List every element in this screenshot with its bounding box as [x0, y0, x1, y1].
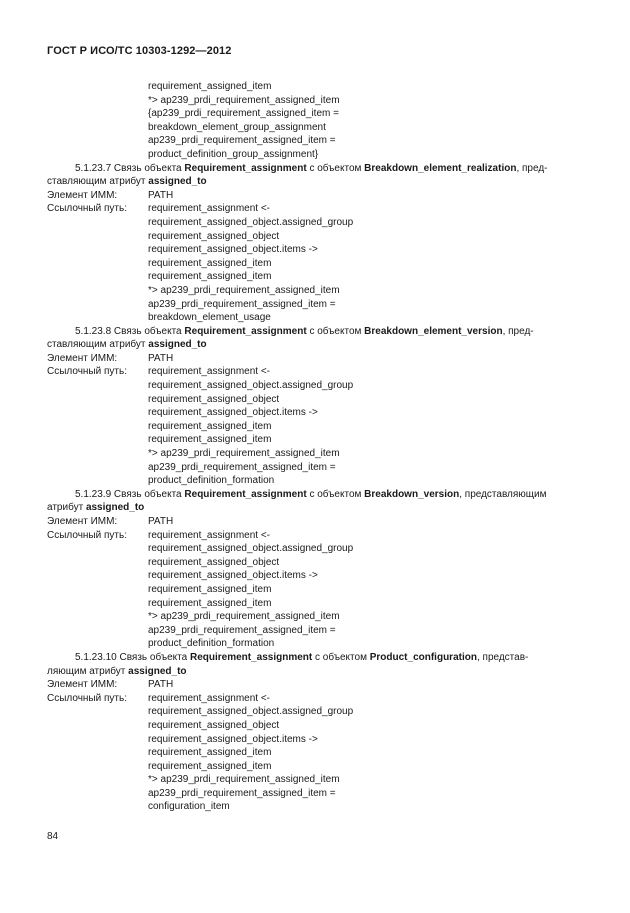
- code-line: product_definition_group_assignment}: [148, 148, 319, 160]
- element-value: PATH: [148, 516, 174, 527]
- code-line: {ap239_prdi_requirement_assigned_item =: [148, 108, 339, 120]
- path-line: requirement_assigned_object.assigned_group: [148, 706, 354, 718]
- path-line: requirement_assigned_object: [148, 230, 280, 242]
- path-label: Ссылочный путь:: [47, 203, 127, 215]
- element-row: [47, 189, 583, 203]
- path-line: requirement_assigned_object: [148, 393, 280, 405]
- heading-attribute: assigned_to: [148, 339, 207, 351]
- document-body: [47, 80, 583, 814]
- heading-entity: Requirement_assignment: [184, 162, 307, 174]
- path-label: Ссылочный путь:: [47, 366, 127, 378]
- section-5-1-23-7: [47, 162, 583, 325]
- path-line: requirement_assignment <-: [148, 692, 271, 704]
- element-label: Элемент ИММ:: [47, 516, 118, 527]
- section-heading-cont: [47, 338, 583, 352]
- path-line: requirement_assigned_object: [148, 556, 280, 568]
- heading-text: 5.1.23.8 Связь объекта: [75, 325, 185, 337]
- heading-text: с объектом: [312, 651, 370, 663]
- section-5-1-23-9: [47, 488, 583, 651]
- heading-text: с объектом: [306, 488, 365, 500]
- heading-text: , пред-: [516, 162, 548, 174]
- path-line: requirement_assigned_object.items ->: [148, 570, 318, 582]
- heading-text: , представляющим: [459, 488, 547, 500]
- path-row: [47, 202, 583, 216]
- element-row: [47, 678, 583, 692]
- section-heading: [47, 488, 583, 502]
- path-line: ap239_prdi_requirement_assigned_item =: [148, 461, 336, 473]
- path-line: requirement_assigned_item: [148, 271, 272, 283]
- section-5-1-23-10: [47, 651, 583, 814]
- code-line: requirement_assigned_item: [148, 81, 272, 92]
- path-line: requirement_assigned_object.items ->: [148, 733, 318, 745]
- heading-attribute: assigned_to: [85, 502, 145, 514]
- element-label: Элемент ИММ:: [47, 352, 118, 364]
- section-heading: [47, 162, 583, 176]
- path-line: requirement_assigned_item: [148, 760, 272, 772]
- heading-entity: Requirement_assignment: [189, 651, 313, 663]
- element-row: [47, 515, 583, 529]
- heading-text: ставляющим атрибут: [47, 176, 149, 188]
- heading-target-entity: Breakdown_element_realization: [364, 162, 517, 174]
- page-number: 84: [47, 831, 59, 842]
- element-label: Элемент ИММ:: [47, 189, 118, 201]
- path-line: requirement_assigned_object.items ->: [148, 407, 318, 419]
- path-line: *> ap239_prdi_requirement_assigned_item: [148, 774, 340, 786]
- code-line: ap239_prdi_requirement_assigned_item =: [148, 135, 336, 147]
- heading-text: 5.1.23.10 Связь объекта: [75, 651, 190, 663]
- path-line: breakdown_element_usage: [148, 312, 271, 324]
- path-row: [47, 529, 583, 543]
- heading-entity: Requirement_assignment: [184, 488, 307, 500]
- heading-text: с объектом: [306, 162, 365, 174]
- section-heading: [47, 651, 583, 665]
- path-line: requirement_assignment <-: [148, 366, 271, 378]
- path-line: requirement_assigned_object.assigned_group: [148, 216, 354, 228]
- heading-text: ляющим атрибут: [47, 665, 129, 677]
- path-line: requirement_assigned_item: [148, 747, 272, 759]
- section-heading-cont: [47, 175, 583, 189]
- path-line: requirement_assigned_item: [148, 583, 272, 595]
- path-line: *> ap239_prdi_requirement_assigned_item: [148, 284, 340, 296]
- element-row: [47, 352, 583, 366]
- path-line: requirement_assigned_item: [148, 257, 272, 269]
- path-line: requirement_assigned_item: [148, 597, 272, 609]
- path-row: [47, 365, 583, 379]
- heading-text: атрибут: [47, 502, 86, 514]
- path-label: Ссылочный путь:: [47, 692, 127, 704]
- section-heading: [47, 325, 583, 339]
- heading-attribute: assigned_to: [148, 176, 207, 188]
- heading-text: 5.1.23.9 Связь объекта: [75, 488, 185, 500]
- heading-target-entity: Breakdown_version: [364, 488, 460, 500]
- heading-text: ставляющим атрибут: [47, 339, 149, 351]
- heading-attribute: assigned_to: [128, 665, 187, 677]
- section-5-1-23-8: [47, 325, 583, 488]
- heading-target-entity: Product_configuration: [369, 651, 477, 663]
- path-line: product_definition_formation: [148, 475, 275, 487]
- path-line: requirement_assigned_object.assigned_group: [148, 543, 354, 555]
- path-line: requirement_assigned_item: [148, 434, 272, 446]
- path-line: requirement_assigned_object: [148, 719, 280, 731]
- path-line: requirement_assigned_object.assigned_group: [148, 380, 354, 392]
- code-line: *> ap239_prdi_requirement_assigned_item: [148, 94, 340, 106]
- heading-text: 5.1.23.7 Связь объекта: [75, 162, 185, 174]
- element-label: Элемент ИММ:: [47, 679, 118, 691]
- section-heading-cont: [47, 501, 583, 515]
- heading-text: , представ-: [476, 651, 529, 663]
- path-line: requirement_assigned_item: [148, 420, 272, 432]
- path-line: ap239_prdi_requirement_assigned_item =: [148, 298, 336, 310]
- path-line: requirement_assignment <-: [148, 203, 271, 215]
- element-value: PATH: [148, 352, 174, 364]
- path-line: ap239_prdi_requirement_assigned_item =: [148, 624, 336, 636]
- section-heading-cont: [47, 665, 583, 679]
- heading-text: с объектом: [306, 325, 365, 337]
- heading-entity: Requirement_assignment: [184, 325, 307, 337]
- path-line: configuration_item: [148, 801, 230, 813]
- path-row: [47, 692, 583, 706]
- heading-text: , пред-: [502, 325, 534, 337]
- path-line: *> ap239_prdi_requirement_assigned_item: [148, 448, 340, 460]
- path-line: product_definition_formation: [148, 638, 275, 650]
- heading-target-entity: Breakdown_element_version: [364, 325, 503, 337]
- path-line: requirement_assignment <-: [148, 529, 271, 541]
- element-value: PATH: [148, 189, 174, 201]
- path-line: *> ap239_prdi_requirement_assigned_item: [148, 611, 340, 623]
- document-header: ГОСТ Р ИСО/ТС 10303-1292—2012: [47, 45, 232, 57]
- path-label: Ссылочный путь:: [47, 529, 127, 541]
- path-line: ap239_prdi_requirement_assigned_item =: [148, 787, 336, 799]
- code-line: breakdown_element_group_assignment: [148, 121, 326, 133]
- element-value: PATH: [148, 679, 174, 691]
- path-line: requirement_assigned_object.items ->: [148, 244, 318, 256]
